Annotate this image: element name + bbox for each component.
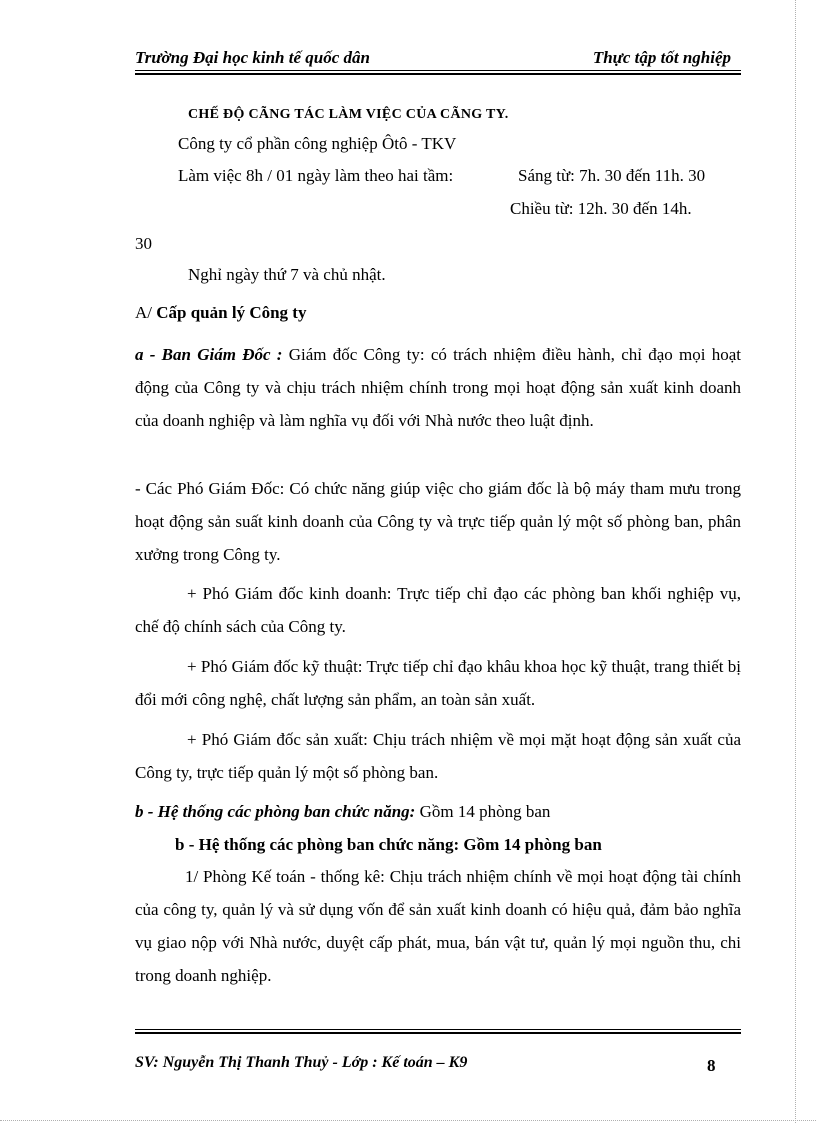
section-b-label: b - Hệ thống các phòng ban chức năng [135,802,410,821]
section-b-heading [135,795,550,828]
doc-title: CHẾ ĐỘ CÃNG TÁC LÀM VIỆC CỦA CÃNG TY. [188,107,509,122]
section-b-colon: : [409,802,416,821]
footer-student: SV: Nguyễn Thị Thanh Thuỷ - Lớp : Kế toán – K9 [135,1054,468,1071]
section-b-text: Gồm 14 phòng ban [415,802,551,821]
accounting-paragraph: 1/ Phòng Kế toán - thống kê: Chịu trách nhiệm chính về mọi hoạt động tài chính của công ty, quản lý và sử dụng vốn để sản xuất kinh doanh có hiệu quả, đảm bảo nghĩa vụ giao nộp với Nhà nước, duyệt cấp phát, mua, bán vật tư, quản lý mọi nguồn thu, chi trong doanh nghiệp. [135,867,741,985]
footer-rule-top [135,1029,741,1030]
afternoon-shift-end: 30 [135,234,152,253]
section-a-prefix: A/ [135,303,157,322]
page-shadow-right [795,0,796,1123]
deputy-technical-paragraph: + Phó Giám đốc kỹ thuật: Trực tiếp chỉ đạo khâu khoa học kỹ thuật, trang thiết bị đổi mới công nghệ, chất lượng sản phẩm, an toàn sản xuất. [135,657,741,709]
company-name: Công ty cổ phần công nghiệp Ôtô - TKV [178,134,457,153]
header-subject: Thực tập tốt nghiệp [592,48,731,67]
section-a-title: Cấp quản lý Công ty [156,303,307,322]
board-of-directors-paragraph [135,338,741,437]
deputy-directors-paragraph: - Các Phó Giám Đốc: Có chức năng giúp việc cho giám đốc là bộ máy tham mưu trong hoạt động sản suất kinh doanh của Công ty và trực tiếp quản lý một số phòng ban, phân xưởng trong Công ty. [135,479,741,564]
header-rule-bottom [135,73,741,75]
board-text: Giám đốc Công ty: có trách nhiệm điều hành, chỉ đạo mọi hoạt động của Công ty và chịu trách nhiệm chính trong mọi hoạt động sản xuất kinh doanh của doanh nghiệp và làm nghĩa vụ đối với Nhà nước theo luật định. [135,345,741,430]
header-school: Trường Đại học kinh tế quốc dân [135,48,370,67]
section-b-repeat: b - Hệ thống các phòng ban chức năng: Gồm 14 phòng ban [175,835,602,854]
deputy-business-paragraph: + Phó Giám đốc kinh doanh: Trực tiếp chỉ đạo các phòng ban khối nghiệp vụ, chế độ chính sách của Công ty. [135,584,741,636]
header-rule-top [135,70,741,71]
work-hours: Làm việc 8h / 01 ngày làm theo hai tầm: [178,166,454,185]
footer-rule-bottom [135,1032,741,1034]
morning-shift: Sáng từ: 7h. 30 đến 11h. 30 [518,166,706,185]
afternoon-shift: Chiều từ: 12h. 30 đến 14h. [510,199,692,218]
board-label: a - Ban Giám Đốc : [135,345,283,364]
section-a-heading [135,296,306,329]
page-number: 8 [707,1056,716,1075]
days-off: Nghỉ ngày thứ 7 và chủ nhật. [188,265,386,284]
deputy-production-paragraph: + Phó Giám đốc sản xuất: Chịu trách nhiệm về mọi mặt hoạt động sản xuất của Công ty, trực tiếp quản lý một số phòng ban. [135,730,741,782]
page-shadow-bottom [0,1120,816,1121]
